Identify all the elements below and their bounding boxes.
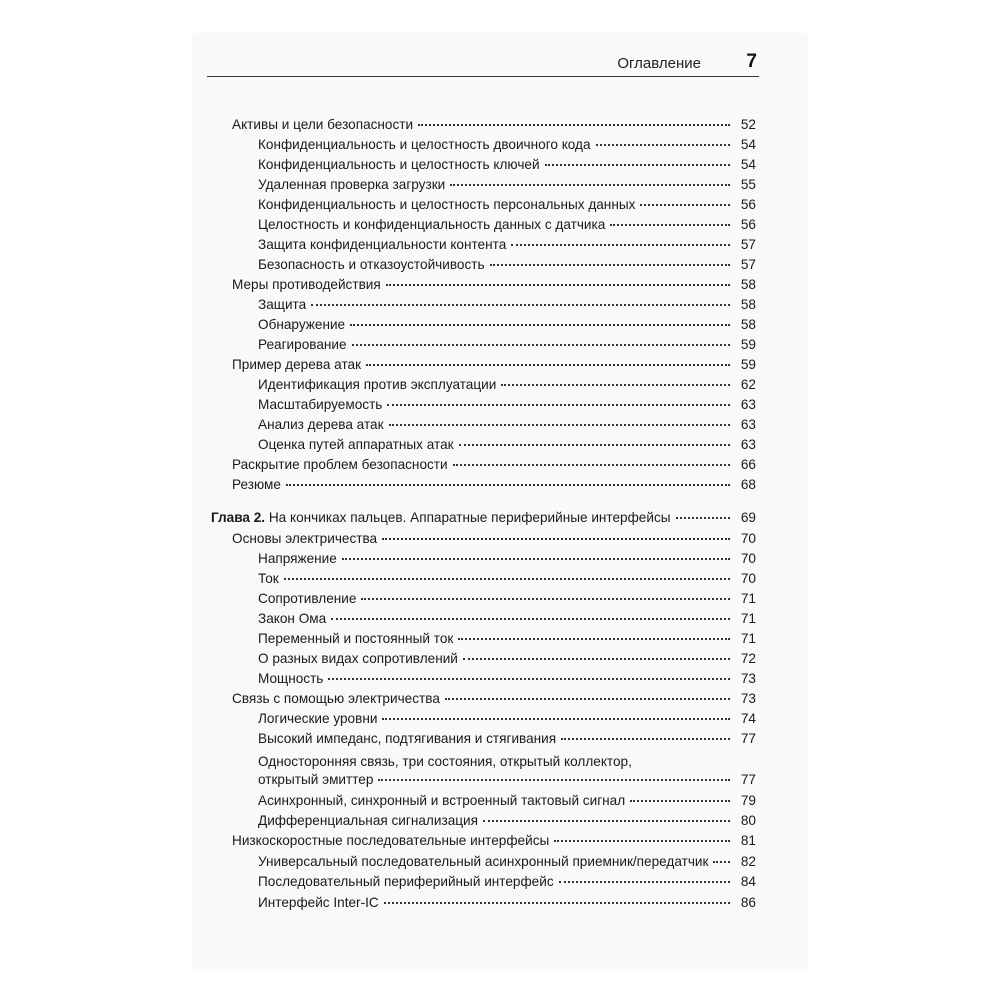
toc-entry-label: Ток xyxy=(258,571,279,586)
toc-entry-page: 58 xyxy=(740,277,756,292)
toc-entry xyxy=(258,650,756,670)
toc-entry-label: Пример дерева атак xyxy=(232,357,362,372)
toc-entry xyxy=(258,216,756,236)
toc-entry xyxy=(232,530,756,550)
toc-entry-label: Дифференциальная сигнализация xyxy=(258,813,478,828)
dot-leader xyxy=(458,637,730,640)
toc-entry-label: Идентификация против эксплуатации xyxy=(258,377,497,392)
toc-entry xyxy=(232,356,756,376)
toc-entry-label: Оценка путей аппаратных атак xyxy=(258,437,454,452)
dot-leader xyxy=(490,263,730,266)
toc-entry-page: 71 xyxy=(740,591,756,606)
dot-leader xyxy=(284,577,730,580)
toc-entry xyxy=(232,116,756,136)
toc-entry xyxy=(258,550,756,570)
dot-leader xyxy=(331,617,730,620)
chapter-title: На кончиках пальцев. Аппаратные периферийные интерфейсы xyxy=(265,510,671,525)
toc-entry-label: Удаленная проверка загрузки xyxy=(258,177,446,192)
toc-entry xyxy=(232,276,756,296)
toc-entry xyxy=(258,296,756,316)
toc-entry-page: 77 xyxy=(740,772,756,787)
toc-chapter-entry xyxy=(211,509,756,529)
dot-leader xyxy=(511,243,730,246)
toc-entry xyxy=(258,873,756,893)
toc-entry-label: Мощность xyxy=(258,671,324,686)
toc-entry xyxy=(258,730,756,750)
dot-leader xyxy=(561,737,730,740)
toc-entry-page: 59 xyxy=(740,357,756,372)
toc-entry xyxy=(232,456,756,476)
toc-entry-label: Основы электричества xyxy=(232,531,378,546)
toc-entry-page: 66 xyxy=(740,457,756,472)
toc-entry-page: 68 xyxy=(740,477,756,492)
dot-leader xyxy=(501,383,730,386)
toc-entry xyxy=(258,396,756,416)
toc-entry-label: открытый эмиттер xyxy=(258,772,374,787)
dot-leader xyxy=(554,839,730,842)
toc-entry xyxy=(258,316,756,336)
toc-entry-label: Низкоскоростные последовательные интерфейсы xyxy=(232,833,550,848)
toc-entry-label: Конфиденциальность и целостность двоичного кода xyxy=(258,137,591,152)
toc-entry-label-line1: Односторонняя связь, три состояния, открытый коллектор, xyxy=(258,754,632,769)
toc-entry xyxy=(258,156,756,176)
toc-entry xyxy=(258,436,756,456)
toc-entry xyxy=(232,690,756,710)
toc-entry-label: Активы и цели безопасности xyxy=(232,117,414,132)
toc-entry-label: Универсальный последовательный асинхронный приемник/передатчик xyxy=(258,854,709,869)
toc-entry xyxy=(258,894,756,914)
dot-leader xyxy=(676,516,730,519)
toc-entry-page: 79 xyxy=(740,793,756,808)
toc-entry-label: Интерфейс Inter-IC xyxy=(258,895,379,910)
running-header xyxy=(207,52,759,77)
toc-entry xyxy=(258,376,756,396)
toc-entry xyxy=(258,812,756,832)
toc-entry-page: 74 xyxy=(740,711,756,726)
toc-entry-page: 73 xyxy=(740,691,756,706)
dot-leader xyxy=(387,403,730,406)
toc-entry-page: 86 xyxy=(740,895,756,910)
toc-entry xyxy=(258,336,756,356)
dot-leader xyxy=(640,203,730,206)
toc-entry-page: 58 xyxy=(740,297,756,312)
toc-entry-page: 54 xyxy=(740,137,756,152)
toc-entry-page: 71 xyxy=(740,611,756,626)
toc-entry-page: 54 xyxy=(740,157,756,172)
toc-entry-page: 81 xyxy=(740,833,756,848)
toc-entry-label: Высокий импеданс, подтягивания и стягивания xyxy=(258,731,557,746)
toc-entry-label: Резюме xyxy=(232,477,281,492)
dot-leader xyxy=(389,423,730,426)
toc-entry-page: 84 xyxy=(740,874,756,889)
dot-leader xyxy=(286,483,730,486)
dot-leader xyxy=(418,123,730,126)
dot-leader xyxy=(596,143,730,146)
toc-entry-page: 72 xyxy=(740,651,756,666)
toc-entry-label: Реагирование xyxy=(258,337,347,352)
dot-leader xyxy=(361,597,730,600)
dot-leader xyxy=(378,778,730,781)
toc-entry xyxy=(258,670,756,690)
dot-leader xyxy=(545,163,730,166)
toc-entry-label: Меры противодействия xyxy=(232,277,381,292)
toc-entry xyxy=(258,196,756,216)
toc-entry xyxy=(258,136,756,156)
dot-leader xyxy=(386,283,730,286)
toc-entry xyxy=(258,792,756,812)
toc-entry-label: Последовательный периферийный интерфейс xyxy=(258,874,554,889)
toc-entry-label: О разных видах сопротивлений xyxy=(258,651,458,666)
toc-entry-label: Логические уровни xyxy=(258,711,378,726)
dot-leader xyxy=(463,657,730,660)
toc-entry-page: 82 xyxy=(740,854,756,869)
toc-entry-page: 69 xyxy=(740,510,756,525)
toc-entry xyxy=(258,256,756,276)
toc-entry xyxy=(258,590,756,610)
dot-leader xyxy=(630,799,730,802)
toc-entry-page: 63 xyxy=(740,397,756,412)
toc-entry-page: 62 xyxy=(740,377,756,392)
toc-entry-label: Закон Ома xyxy=(258,611,327,626)
toc-entry-page: 57 xyxy=(740,257,756,272)
toc-entry-label: Раскрытие проблем безопасности xyxy=(232,457,448,472)
dot-leader xyxy=(384,901,730,904)
toc-entry-page: 63 xyxy=(740,437,756,452)
dot-leader xyxy=(328,677,730,680)
dot-leader xyxy=(445,697,730,700)
header-title: Оглавление xyxy=(617,55,701,72)
toc-entry-label: Обнаружение xyxy=(258,317,346,332)
toc-entry xyxy=(258,630,756,650)
toc-entry xyxy=(258,610,756,630)
toc-entry-label: Конфиденциальность и целостность персональных данных xyxy=(258,197,636,212)
dot-leader xyxy=(366,363,730,366)
toc-entry-page: 59 xyxy=(740,337,756,352)
toc-entry-label: Масштабируемость xyxy=(258,397,383,412)
toc-entry-label: Защита xyxy=(258,297,307,312)
toc-entry-label: Анализ дерева атак xyxy=(258,417,384,432)
toc-entry-page: 70 xyxy=(740,531,756,546)
toc-entry-page: 73 xyxy=(740,671,756,686)
dot-leader xyxy=(382,537,730,540)
toc-entry-page: 52 xyxy=(740,117,756,132)
toc-entry-label: Безопасность и отказоустойчивость xyxy=(258,257,485,272)
toc-entry-label: Защита конфиденциальности контента xyxy=(258,237,507,252)
toc-entry xyxy=(232,476,756,496)
toc-entry-label: Связь с помощью электричества xyxy=(232,691,440,706)
toc-entry-page: 77 xyxy=(740,731,756,746)
toc-entry xyxy=(258,236,756,256)
dot-leader xyxy=(453,463,730,466)
dot-leader xyxy=(350,323,730,326)
toc-entry-page: 55 xyxy=(740,177,756,192)
toc-entry xyxy=(258,570,756,590)
toc-entry-page: 56 xyxy=(740,197,756,212)
dot-leader xyxy=(483,819,730,822)
toc-entry-page: 70 xyxy=(740,571,756,586)
dot-leader xyxy=(311,303,730,306)
header-page-number: 7 xyxy=(746,51,757,72)
toc-entry xyxy=(258,710,756,730)
toc-entry-label: Переменный и постоянный ток xyxy=(258,631,454,646)
dot-leader xyxy=(459,443,730,446)
toc-entry-label: Конфиденциальность и целостность ключей xyxy=(258,157,540,172)
toc-entry-label: Сопротивление xyxy=(258,591,357,606)
toc-entry-page: 71 xyxy=(740,631,756,646)
toc-entry-label: Целостность и конфиденциальность данных с датчика xyxy=(258,217,606,232)
toc-entry xyxy=(258,771,756,791)
dot-leader xyxy=(450,183,730,186)
toc-entry-page: 63 xyxy=(740,417,756,432)
toc-entry xyxy=(258,416,756,436)
toc-entry xyxy=(258,853,756,873)
toc-entry-page: 58 xyxy=(740,317,756,332)
toc-entry-label: Асинхронный, синхронный и встроенный тактовый сигнал xyxy=(258,793,626,808)
toc-entry xyxy=(258,176,756,196)
toc-entry-page: 80 xyxy=(740,813,756,828)
dot-leader xyxy=(382,717,730,720)
toc-entry-page: 70 xyxy=(740,551,756,566)
dot-leader xyxy=(610,223,730,226)
dot-leader xyxy=(342,557,730,560)
toc-entry-page: 56 xyxy=(740,217,756,232)
dot-leader xyxy=(352,343,730,346)
dot-leader xyxy=(713,860,730,863)
chapter-number: Глава 2. xyxy=(211,510,266,525)
dot-leader xyxy=(559,880,730,883)
toc-entry-label: Напряжение xyxy=(258,551,337,566)
toc-entry-page: 57 xyxy=(740,237,756,252)
toc-entry xyxy=(232,832,756,852)
